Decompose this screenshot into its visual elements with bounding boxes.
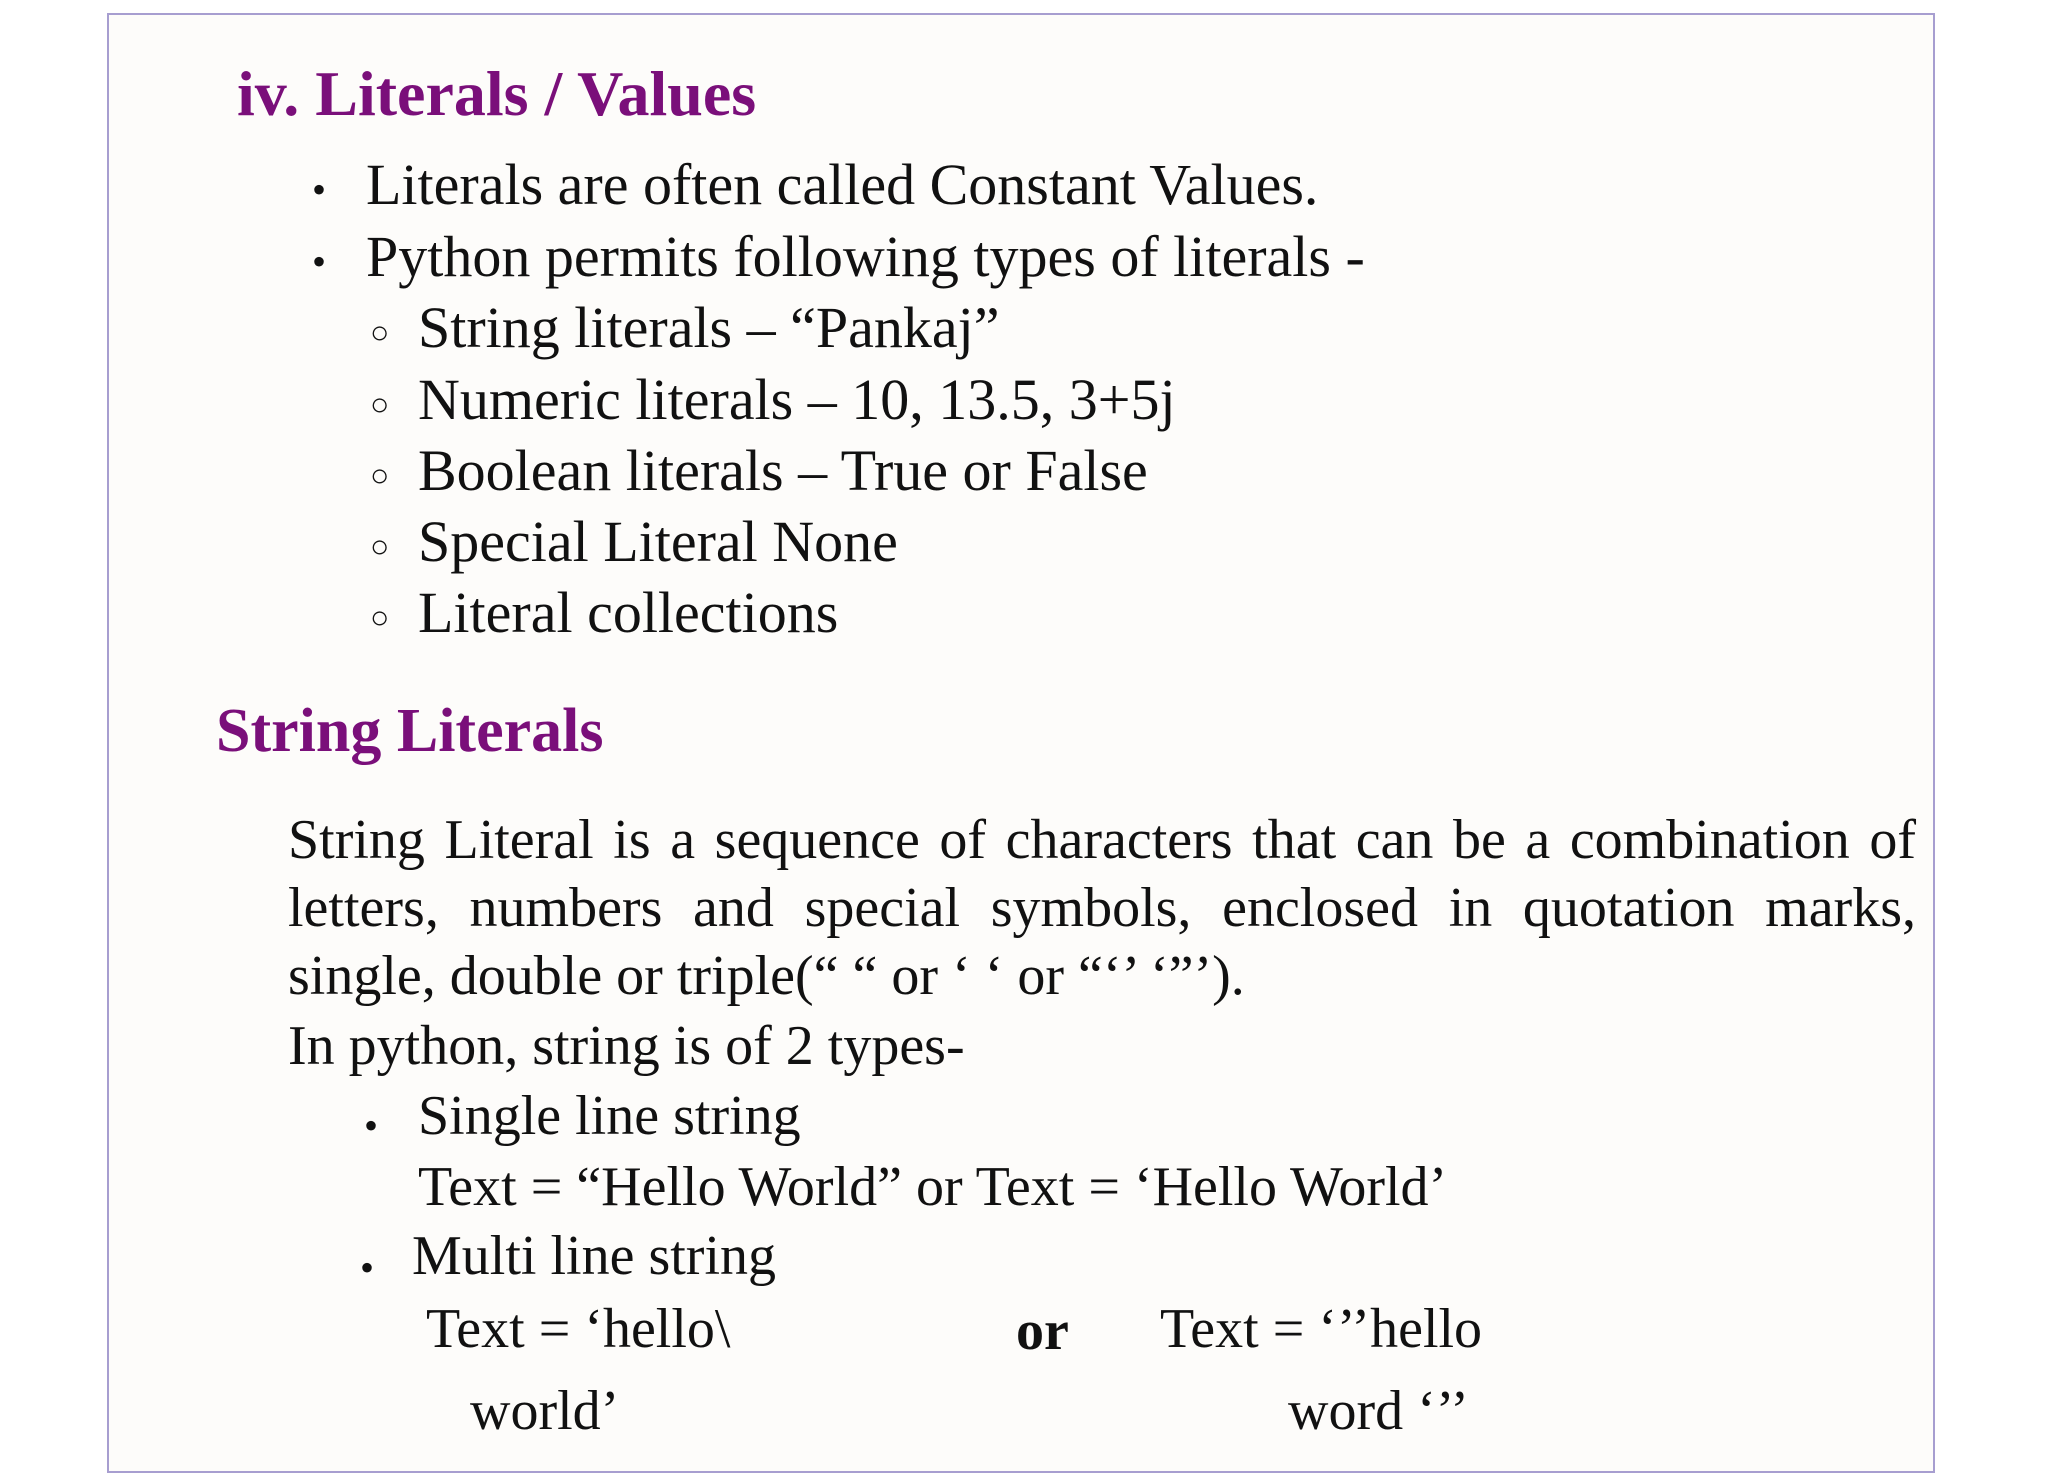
sub-bullet-circle: ○ [370, 457, 390, 493]
bullet-item: Literals are often called Constant Values. [366, 152, 1319, 217]
bullet-dot: • [364, 1103, 379, 1148]
bullet-dot: • [312, 167, 327, 212]
single-line-example: Text = “Hello World” or Text = ‘Hello World’ [418, 1156, 1448, 1218]
or-label: or [1016, 1300, 1069, 1362]
sub-bullet-item: Literal collections [418, 580, 839, 645]
multi-line-example-b2: word ‘’’ [1288, 1380, 1469, 1442]
multi-line-label: Multi line string [412, 1225, 776, 1287]
types-intro: In python, string is of 2 types- [288, 1015, 965, 1077]
multi-line-example-b1: Text = ‘’’hello [1160, 1298, 1483, 1360]
bullet-dot: • [312, 239, 327, 284]
definition-paragraph: String Literal is a sequence of characters that can be a combination of letters, numbers and special symbols, enclosed in quotation marks, single, double or triple(“ “ or ‘ ‘ or “‘’ ‘”’). [288, 809, 1916, 1007]
sub-bullet-item: String literals – “Pankaj” [418, 295, 1000, 360]
sub-bullet-circle: ○ [370, 528, 390, 564]
multi-line-example-a2: world’ [470, 1380, 620, 1442]
sub-bullet-circle: ○ [370, 314, 390, 350]
section-title: iv. Literals / Values [237, 58, 757, 129]
single-line-label: Single line string [418, 1085, 801, 1147]
multi-line-example-a1: Text = ‘hello\ [426, 1298, 731, 1360]
string-literals-title: String Literals [216, 697, 604, 765]
bullet-item: Python permits following types of literals - [366, 224, 1365, 289]
sub-bullet-circle: ○ [370, 599, 390, 635]
sub-bullet-item: Boolean literals – True or False [418, 438, 1148, 503]
sub-bullet-item: Numeric literals – 10, 13.5, 3+5j [418, 367, 1176, 432]
bullet-dot: • [360, 1245, 375, 1290]
sub-bullet-item: Special Literal None [418, 509, 898, 574]
sub-bullet-circle: ○ [370, 386, 390, 422]
